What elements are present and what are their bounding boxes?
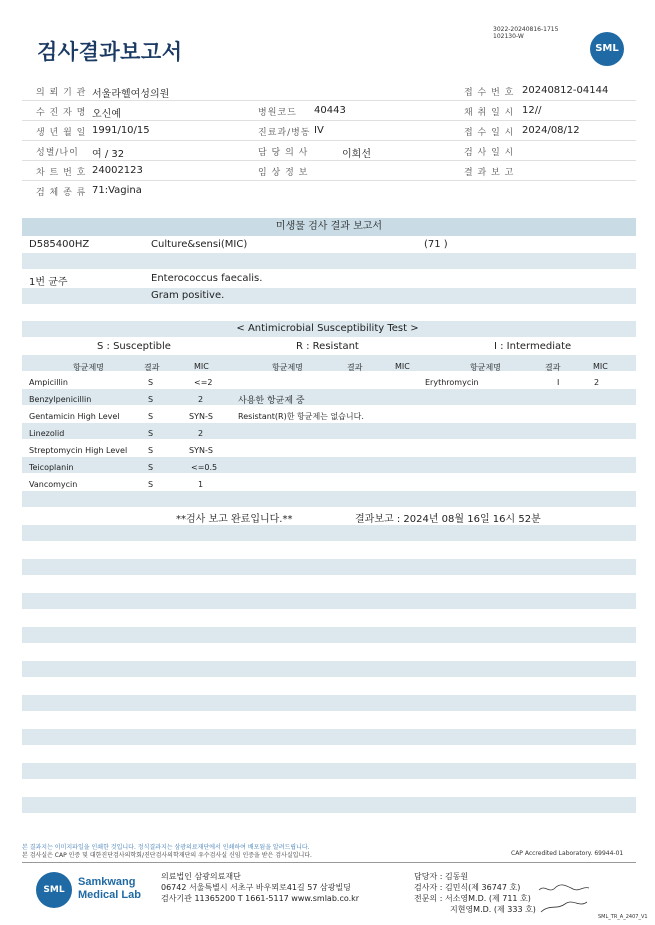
dob-label: 생 년 월 일	[36, 128, 87, 138]
drug-result: S	[148, 412, 154, 421]
drug-name: Linezolid	[29, 429, 65, 438]
institution-value: 서울라헬여성의원	[92, 89, 170, 100]
footer-accreditation: 본 검사실은 CAP 인증 및 대한진단검사의학회/진단검사의학재단의 우수검사실 신임 인증을 받은 검사실입니다.	[22, 852, 312, 859]
document-number-line-2: 102130-W	[493, 33, 524, 40]
document-number-line-1: 3022-20240816-1715	[493, 26, 559, 33]
info-row-5	[22, 160, 636, 181]
band-row	[22, 288, 636, 304]
dept-value: IV	[314, 125, 324, 136]
samkwang-logo-icon: SML	[36, 872, 72, 908]
samkwang-logo-text	[78, 876, 141, 902]
footer-disclaimer: 본 결과지는 이미지파일을 인쇄한 것입니다. 정식결과지는 삼광의료재단에서 인쇄하여 배포됨을 알려드립니다.	[22, 844, 310, 851]
col-result-3: 결과	[545, 363, 561, 372]
doctor-value: 이희선	[342, 149, 371, 160]
resistance-note-2: Resistant(R)한 항균제는 없습니다.	[238, 412, 364, 421]
legend-susceptible: S : Susceptible	[97, 341, 171, 352]
test-date-label: 검 사 일 시	[464, 148, 515, 158]
drug-result: S	[148, 463, 154, 472]
drug-name: Ampicillin	[29, 378, 68, 387]
band-row	[22, 491, 636, 507]
band-row	[22, 457, 636, 473]
band-row	[22, 593, 636, 609]
drug-mic: 1	[198, 480, 204, 489]
test-number: (71 )	[424, 239, 448, 250]
dept-label: 진료과/병동	[258, 128, 311, 138]
receipt-date-label: 접 수 일 시	[464, 128, 515, 138]
gram-stain: Gram positive.	[151, 290, 225, 301]
org-street: 06742 서울특별시 서초구 바우뫼로41길 57 삼광빌딩	[161, 883, 351, 892]
col-result-1: 결과	[144, 363, 160, 372]
info-row-6	[22, 180, 636, 200]
staff-manager: 담당자 : 김동원	[414, 872, 469, 881]
col-mic-3: MIC	[593, 362, 608, 371]
drug-result-right: I	[557, 378, 560, 387]
band-row	[22, 423, 636, 439]
drug-mic-right: 2	[594, 378, 600, 387]
organism-name: Enterococcus faecalis.	[151, 273, 263, 284]
organism-number: 1번 균주	[29, 277, 68, 288]
ast-title: < Antimicrobial Susceptibility Test >	[236, 323, 419, 334]
clinical-label: 임 상 정 보	[258, 168, 309, 178]
sml-logo-icon: SML	[590, 32, 624, 66]
drug-result: S	[148, 395, 154, 404]
band-row	[22, 525, 636, 541]
cap-accreditation: CAP Accredited Laboratory. 69944-01	[511, 850, 624, 857]
logo-line-2: Medical Lab	[78, 889, 141, 901]
band-row	[22, 559, 636, 575]
test-name: Culture&sensi(MIC)	[151, 239, 248, 250]
drug-name: Teicoplanin	[29, 463, 74, 472]
band-row	[22, 729, 636, 745]
collect-date-label: 채 취 일 시	[464, 108, 515, 118]
ward-code-label: 병원코드	[258, 108, 297, 118]
info-row-4	[22, 140, 636, 161]
micro-section-title: 미생물 검사 결과 보고서	[22, 218, 636, 236]
receipt-no-value: 20240812-04144	[522, 85, 609, 96]
band-row	[22, 695, 636, 711]
band-row	[22, 253, 636, 269]
org-address	[161, 871, 359, 904]
band-row	[22, 389, 636, 405]
report-complete-text: **검사 보고 완료입니다.**	[176, 514, 293, 525]
specimen-label: 검 체 종 류	[36, 188, 87, 198]
col-drug-3: 항균제명	[470, 363, 501, 372]
drug-mic: SYN-S	[189, 412, 213, 421]
name-value: 오신예	[92, 109, 121, 120]
drug-result: S	[148, 378, 154, 387]
staff-list	[414, 871, 536, 915]
drug-name: Benzylpenicillin	[29, 395, 92, 404]
drug-mic: <=2	[194, 378, 213, 387]
drug-mic: SYN-S	[189, 446, 213, 455]
info-row-3	[22, 120, 636, 141]
result-report-label: 결 과 보 고	[464, 168, 515, 178]
legend-intermediate: I : Intermediate	[494, 341, 572, 352]
name-label: 수 진 자 명	[36, 108, 87, 118]
legend-resistant: R : Resistant	[296, 341, 359, 352]
col-result-2: 결과	[347, 363, 363, 372]
ward-code-value: 40443	[314, 105, 346, 116]
sex-age-label: 성별/나이	[36, 148, 79, 158]
staff-specialist: 전문의 : 서소영M.D. (제 711 호)	[414, 894, 531, 903]
band-row	[22, 797, 636, 813]
signature-icon	[537, 880, 592, 916]
institution-label: 의 뢰 기 관	[36, 88, 87, 98]
drug-mic: <=0.5	[191, 463, 218, 472]
drug-name: Vancomycin	[29, 480, 78, 489]
col-drug-2: 항균제명	[272, 363, 303, 372]
drug-name: Streptomycin High Level	[29, 446, 128, 455]
receipt-date-value: 2024/08/12	[522, 125, 580, 136]
info-row-1	[22, 80, 636, 101]
test-code: D585400HZ	[29, 239, 90, 250]
receipt-no-label: 접 수 번 호	[464, 88, 515, 98]
report-title: 검사결과보고서	[37, 40, 183, 64]
logo-line-1: Samkwang	[78, 876, 136, 888]
chart-no-value: 24002123	[92, 165, 143, 176]
col-mic-2: MIC	[395, 362, 410, 371]
specimen-value: 71:Vagina	[92, 185, 142, 196]
staff-tester: 검사자 : 김민식(제 36747 호)	[414, 883, 521, 892]
footer-divider	[22, 862, 636, 863]
doctor-label: 담 당 의 사	[258, 148, 309, 158]
drug-name-right: Erythromycin	[425, 378, 479, 387]
drug-mic: 2	[198, 395, 204, 404]
report-time-text: 결과보고 : 2024년 08월 16일 16시 52분	[355, 514, 541, 525]
org-contact: 검사기관 11365200 T 1661-5117 www.smlab.co.kr	[161, 894, 360, 903]
org-name: 의료법인 삼광의료재단	[161, 872, 241, 881]
collect-date-value: 12//	[522, 105, 542, 116]
col-mic-1: MIC	[194, 362, 209, 371]
band-row	[22, 661, 636, 677]
chart-no-label: 차 트 번 호	[36, 168, 87, 178]
sex-age-value: 여 / 32	[92, 149, 125, 160]
band-row	[22, 763, 636, 779]
form-code: SML_TR_A_2407_V1	[598, 914, 648, 920]
band-row	[22, 627, 636, 643]
document-number	[493, 26, 558, 40]
resistance-note-1: 사용한 항균제 중	[238, 396, 305, 406]
staff-specialist-2: 지현영M.D. (제 333 호)	[450, 905, 536, 914]
info-row-2	[22, 100, 636, 121]
drug-name: Gentamicin High Level	[29, 412, 120, 421]
dob-value: 1991/10/15	[92, 125, 150, 136]
ast-header-band	[22, 355, 636, 371]
drug-result: S	[148, 429, 154, 438]
drug-result: S	[148, 446, 154, 455]
col-drug-1: 항균제명	[73, 363, 104, 372]
drug-mic: 2	[198, 429, 204, 438]
drug-result: S	[148, 480, 154, 489]
